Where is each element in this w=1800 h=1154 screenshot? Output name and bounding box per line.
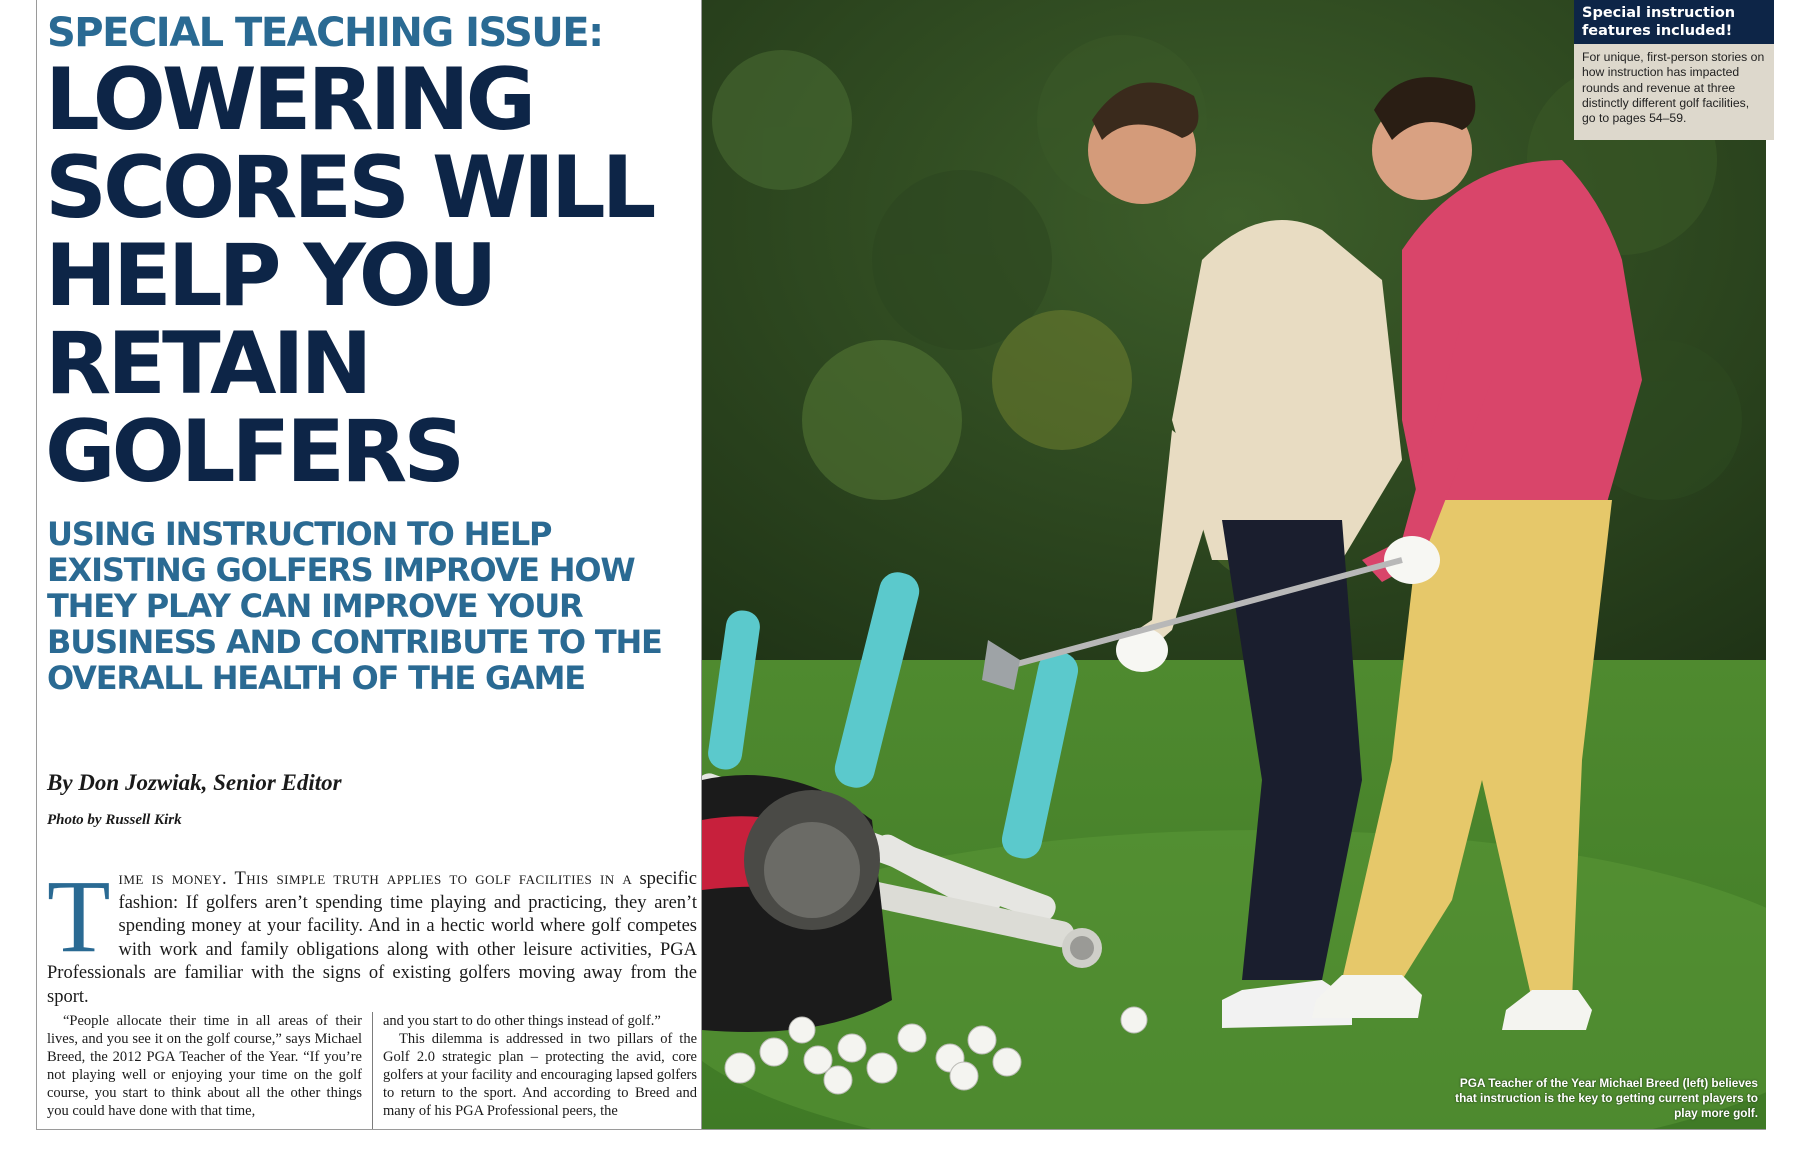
article-text-column — [36, 0, 702, 1130]
body-paragraph: and you start to do other things instead of golf.” — [383, 1013, 661, 1029]
lead-rest: specific fashion: If golfers aren’t spending time playing and practicing, they aren’t spending money at your facility. And in a hectic world where golf competes with work and family obligations along with other leisure activities, PGA Professionals are familiar with the signs of existing golfers moving away from the sport. — [47, 869, 697, 1007]
photo-credit: Photo by Russell Kirk — [47, 812, 182, 828]
body-column-1 — [47, 1012, 372, 1130]
lesson-photo — [702, 0, 1766, 1130]
instruction-features-body: For unique, first-person stories on how instruction has impacted rounds and revenue at three distinctly different golf facilities, go to pages 54–59. — [1582, 50, 1765, 126]
body-paragraph: This dilemma is addressed in two pillars of the Golf 2.0 strategic plan – protecting the avid, core golfers at your facility and encouraging lapsed golfers to return to the sport. And according to Breed and many of his PGA Professional peers, the — [383, 1031, 697, 1119]
body-column-2 — [372, 1012, 697, 1130]
photo-illustration — [702, 0, 1766, 1130]
instruction-features-box — [1574, 0, 1774, 140]
headline: LOWERING SCORES WILL HELP YOU RETAIN GOLFERS — [45, 50, 653, 502]
body-paragraph: “People allocate their time in all areas of their lives, and you see it on the golf course,” says Michael Breed, the 2012 PGA Teacher of the Year. “If you’re not playing well or enjoying your time on the golf course, you start to think about all the other things you could have done with that time, — [47, 1013, 362, 1119]
body-columns — [47, 1012, 697, 1130]
lead-paragraph — [47, 859, 697, 1009]
photo-caption: PGA Teacher of the Year Michael Breed (left) believes that instruction is the key to getting current players to play more golf. — [1455, 1076, 1758, 1120]
drop-cap: T — [47, 859, 111, 974]
deck: USING INSTRUCTION TO HELP EXISTING GOLFERS IMPROVE HOW THEY PLAY CAN IMPROVE YOUR BUSINESS AND CONTRIBUTE TO THE OVERALL HEALTH OF THE GAME — [47, 515, 662, 697]
instruction-features-title: Special instruction features included! — [1574, 0, 1774, 44]
byline: By Don Jozwiak, Senior Editor — [47, 770, 342, 795]
kicker: SPECIAL TEACHING ISSUE: — [47, 10, 603, 56]
lead-smallcaps: ime is money. This simple truth applies to golf facilities in a — [118, 869, 633, 889]
